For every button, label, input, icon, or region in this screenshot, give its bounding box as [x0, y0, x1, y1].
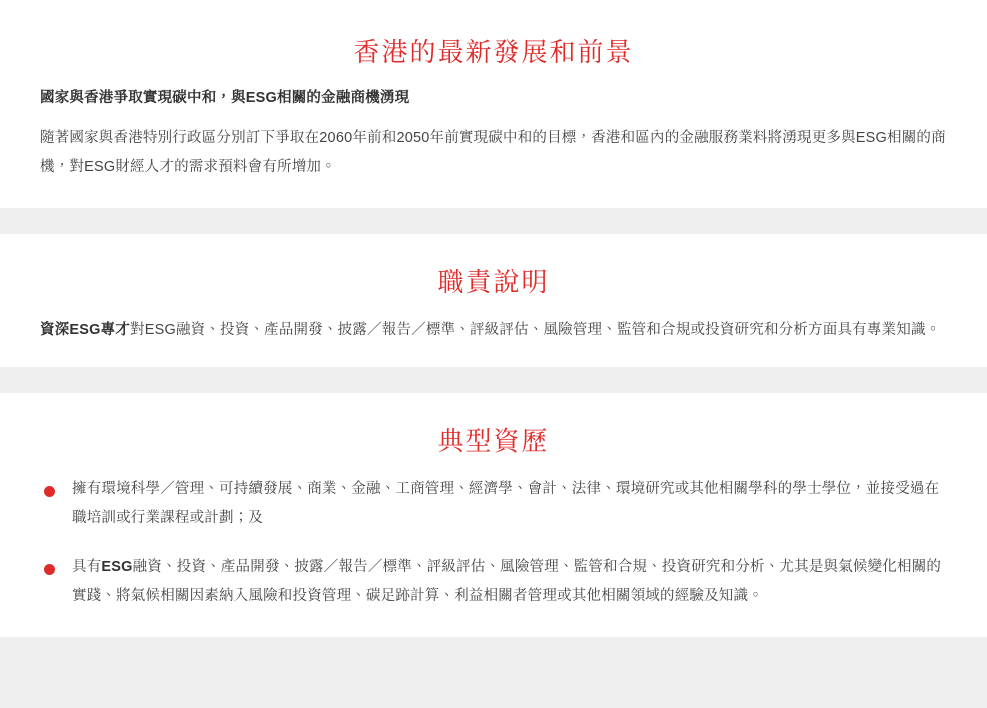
- paragraph-latest-development: [40, 124, 947, 182]
- list-item: [40, 475, 947, 533]
- section-title-typical-qualifications: 典型資歷: [437, 426, 550, 457]
- emphasis-text: ESG: [101, 559, 133, 576]
- section-title-latest-development: 香港的最新發展和前景: [353, 37, 634, 67]
- body-text: 對ESG融資、投資、產品開發、披露／報告／標準、評級評估、風險管理、監管和合規或投資研究和分析方面具有專業知識。: [130, 322, 941, 339]
- body-text: 擁有環境科學／管理、可持續發展、商業、金融、工商管理、經濟學、會計、法律、環境研究或其他相關學科的學士學位，並接受過在職培訓或行業課程或計劃；及: [72, 481, 940, 527]
- list-item-text: [72, 559, 941, 604]
- section-job-description: [0, 234, 987, 367]
- lead-text-latest-development: 國家與香港爭取實現碳中和，與ESG相關的金融商機湧現: [40, 89, 410, 106]
- body-text: 具有: [72, 559, 102, 576]
- section-title-job-description: 職責說明: [437, 267, 550, 298]
- section-typical-qualifications: [0, 393, 987, 637]
- list-item-text: [72, 481, 939, 526]
- section-spacer-1: [0, 208, 987, 234]
- list-item: [40, 553, 947, 611]
- section-spacer-2: [0, 367, 987, 393]
- qualification-list: [40, 475, 947, 611]
- bullet-dot-icon: [44, 564, 55, 575]
- section-latest-development: [0, 0, 987, 208]
- body-text: 融資、投資、產品開發、披露／報告／標準、評級評估、風險管理、監管和合規、投資研究和分析、尤其是與氣候變化相關的實踐、將氣候相關因素納入風險和投資管理、碳足跡計算、利益相關者管理或其他相關領域的經驗及知識。: [72, 559, 942, 605]
- emphasis-text: 資深ESG專才: [40, 322, 131, 339]
- body-text: 隨著國家與香港特別行政區分別訂下爭取在2060年前和2050年前實現碳中和的目標，香港和區內的金融服務業料將湧現更多與ESG相關的商機，對ESG財經人才的需求預料會有所增加。: [40, 130, 946, 176]
- bullet-dot-icon: [44, 486, 55, 497]
- paragraph-job-description: [40, 316, 947, 345]
